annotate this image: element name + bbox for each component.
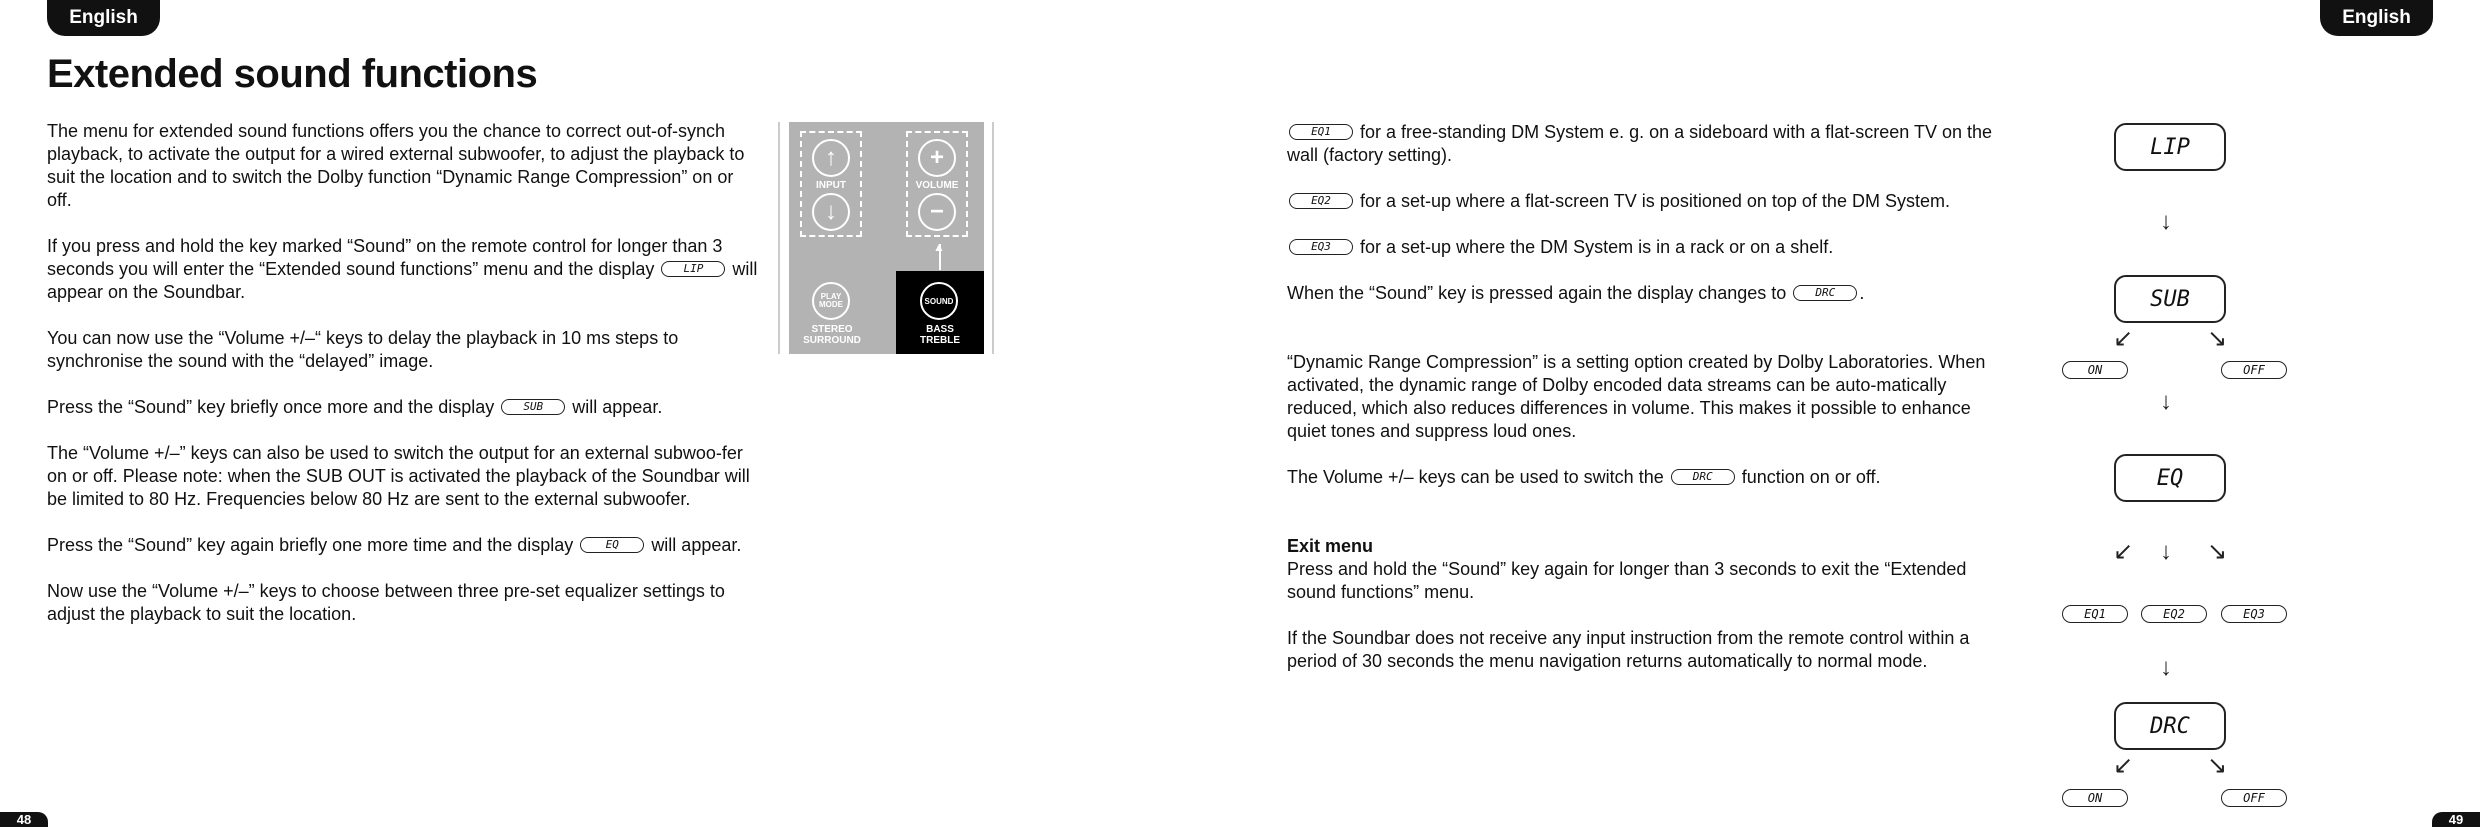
option-off: OFF [2221,361,2287,379]
language-label: English [2342,7,2411,28]
drc-description: “Dynamic Range Compression” is a setting option created by Dolby Laboratories. When activated, the dynamic range of Dolby encoded data streams can be auto-matically reduced, which also reduces differences in volume. This makes it possible to enhance quiet tones and suppress loud ones. [1287,352,1986,441]
display-chip-lip: LIP [661,261,725,277]
sound-key: SOUND [920,282,958,320]
display-chip-drc: DRC [1671,469,1735,485]
language-tab-right [2320,0,2433,36]
exit-menu-heading: Exit menu [1287,536,1374,556]
eq3-paragraph: EQ3 for a set-up where the DM System is in a rack or on a shelf. [1287,236,2007,259]
language-tab-left [47,0,160,36]
display-chip-sub: SUB [501,399,565,415]
left-column [47,120,762,649]
display-chip-eq3: EQ3 [1289,239,1353,255]
pointer-arrow-icon: ▲ [933,240,945,254]
remote-illustration [789,122,984,354]
display-drc: DRC [2114,702,2226,750]
arrow-down-icon: ↓ [2160,654,2172,681]
option-off: OFF [2221,789,2287,807]
option-eq3: EQ3 [2221,605,2287,623]
arrow-down-left-icon: ↙ [2113,325,2134,352]
arrow-down-right-icon: ↘ [2207,752,2228,779]
arrow-down-icon: ↓ [2160,388,2172,415]
option-on: ON [2062,789,2128,807]
option-eq2: EQ2 [2141,605,2207,623]
option-on: ON [2062,361,2128,379]
intro-paragraph: The menu for extended sound functions offers you the chance to correct out-of-synch playback, to activate the output for a wired external subwoofer, to adjust the playback to suit the location and to switch the Dolby function “Dynamic Range Compression” on or off. [47,121,745,210]
display-chip-eq1: EQ1 [1289,124,1353,140]
volume-minus-icon: − [918,193,956,231]
volume-label: VOLUME [915,180,959,191]
input-up-icon: ↑ [812,139,850,177]
page-number-right: 49 [2432,812,2480,827]
bass-treble-label: BASS TREBLE [920,324,960,346]
input-label: INPUT [816,180,846,191]
arrow-down-right-icon: ↘ [2207,325,2228,352]
display-chip-eq: EQ [580,537,644,553]
option-eq1: EQ1 [2062,605,2128,623]
subwoofer-paragraph: The “Volume +/–” keys can also be used to switch the output for an external subwoo-fer on or off. Please note: when the SUB OUT is activated the playback of the Soundbar will be limited to 80 Hz. Frequencies below 80 Hz are sent to the external subwoofer. [47,443,750,509]
arrow-down-left-icon: ↙ [2113,752,2134,779]
exit-menu-paragraph: Press and hold the “Sound” key again for longer than 3 seconds to exit the “Extended sound functions” menu. [1287,559,1967,602]
eq1-paragraph: EQ1 for a free-standing DM System e. g. on a sideboard with a flat-screen TV on the wall (factory setting). [1287,122,1993,165]
equalizer-paragraph: Now use the “Volume +/–” keys to choose between three pre-set equalizer settings to adjust the playback to suit the location. [47,581,725,624]
display-lip: LIP [2114,123,2226,171]
display-chip-drc: DRC [1793,285,1857,301]
volume-plus-icon: + [918,139,956,177]
divider-line [778,122,780,354]
drc-volume-paragraph: The Volume +/– keys can be used to switch the DRC function on or off. [1287,467,1881,487]
sub-paragraph: Press the “Sound” key briefly once more and the display SUB will appear. [47,397,663,417]
arrow-down-left-icon: ↙ [2113,538,2134,565]
divider-line [992,122,994,354]
eq2-paragraph: EQ2 for a set-up where a flat-screen TV is positioned on top of the DM System. [1287,190,2007,213]
display-sub: SUB [2114,275,2226,323]
right-column [1287,121,2007,696]
delay-paragraph: You can now use the “Volume +/–“ keys to delay the playback in 10 ms steps to synchronise the sound with the “delayed” image. [47,328,679,371]
input-down-icon: ↓ [812,193,850,231]
page-number-left: 48 [0,812,48,827]
page-title: Extended sound functions [47,52,538,96]
eq-paragraph: Press the “Sound” key again briefly one more time and the display EQ will appear. [47,535,742,555]
drc-change-paragraph: When the “Sound” key is pressed again the display changes to DRC . [1287,283,1865,303]
language-label: English [69,7,138,28]
arrow-down-right-icon: ↘ [2207,538,2228,565]
arrow-down-icon: ↓ [2160,538,2172,565]
play-mode-key: PLAY MODE [812,282,850,320]
arrow-down-icon: ↓ [2160,208,2172,235]
enter-menu-paragraph: If you press and hold the key marked “Sound” on the remote control for longer than 3 seconds you will enter the “Extended sound functions” menu and the display LIP will appear on the Soundbar. [47,236,758,302]
stereo-surround-label: STEREO SURROUND [803,324,861,346]
display-eq: EQ [2114,454,2226,502]
display-chip-eq2: EQ2 [1289,193,1353,209]
timeout-paragraph: If the Soundbar does not receive any input instruction from the remote control within a period of 30 seconds the menu navigation returns automatically to normal mode. [1287,628,1970,671]
